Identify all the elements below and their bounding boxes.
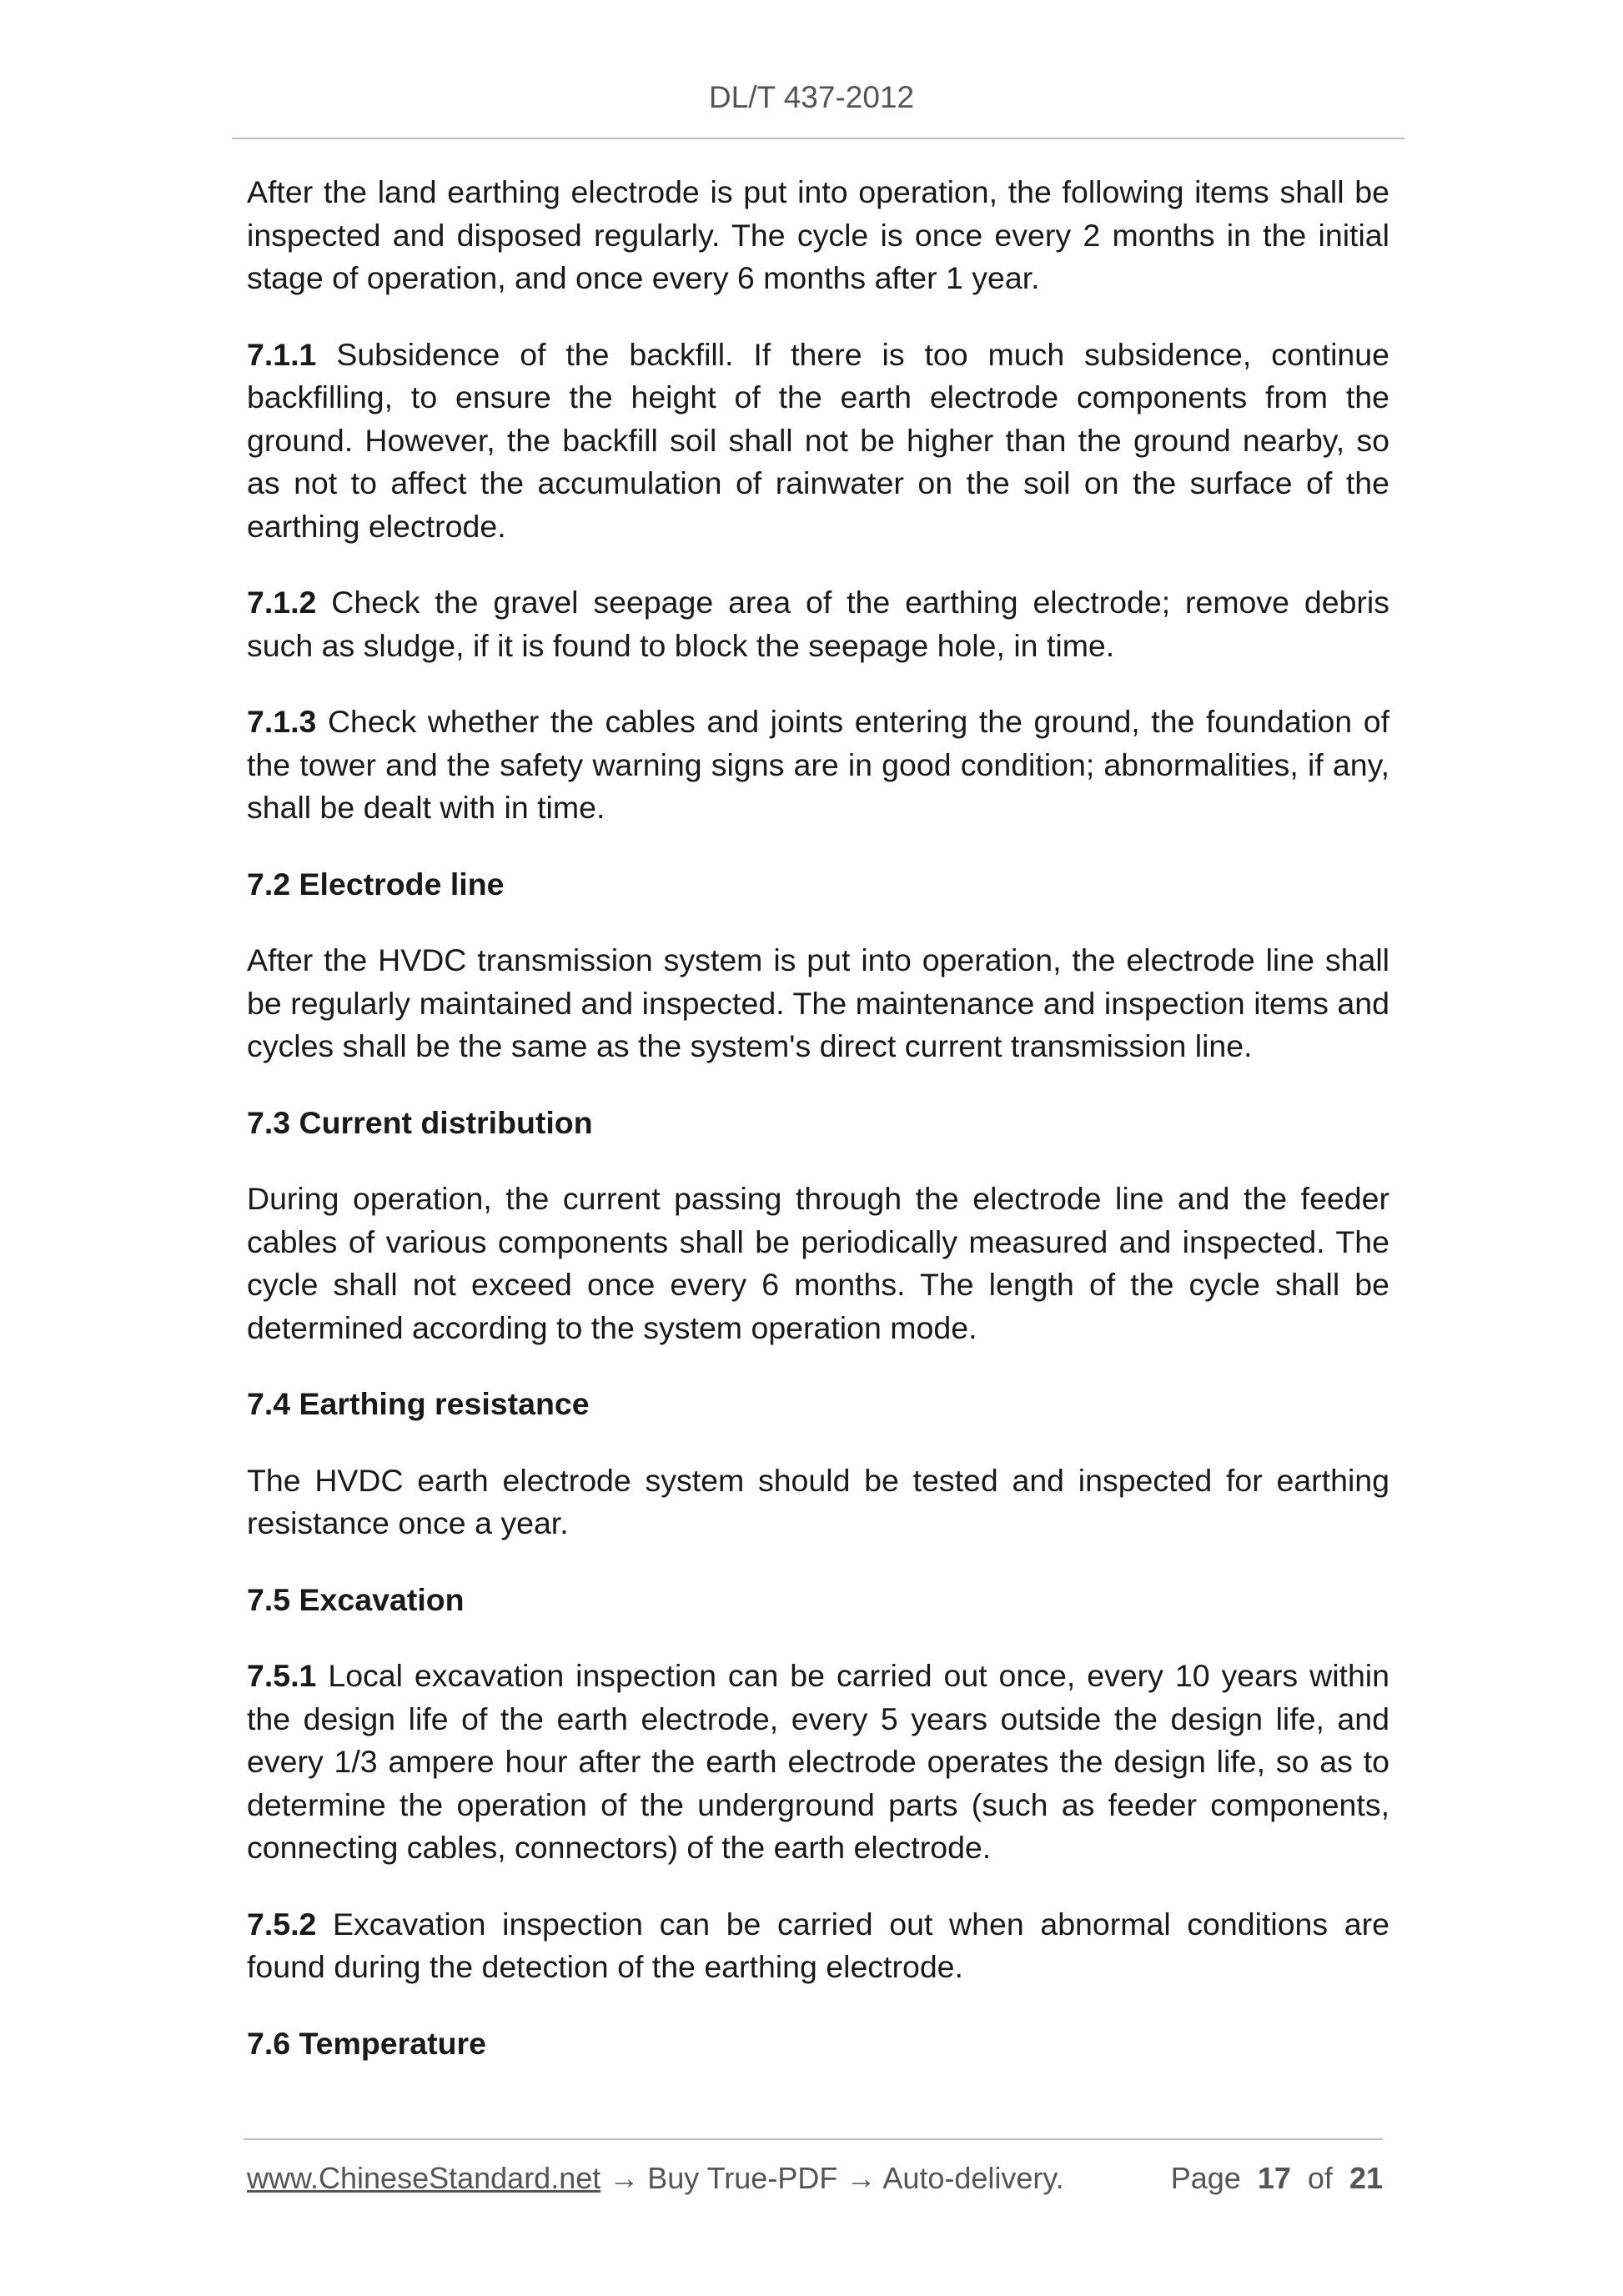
intro-paragraph: After the land earthing electrode is put into operation, the following items shall be inspected and disposed regularly. The cycle is once every 2 months in the initial stage of operation, and once every 6 months after 1 year. [247,174,1389,295]
section-7-5-heading: 7.5 Excavation [247,1581,465,1617]
clause-7-5-1 [247,1655,1389,1870]
current-page: 17 [1257,2161,1291,2195]
header-divider [232,138,1404,139]
section-7-6-heading: 7.6 Temperature [247,2025,486,2061]
page-body [247,171,1389,2098]
clause-number: 7.1.1 [247,336,317,372]
clause-7-1-2 [247,581,1389,667]
clause-number: 7.1.2 [247,585,317,620]
section-7-4-paragraph: The HVDC earth electrode system should be tested and inspected for earthing resistance once a year. [247,1462,1389,1540]
clause-text: Check the gravel seepage area of the earthing electrode; remove debris such as sludge, if it is found to block the seepage hole, in time. [247,585,1389,663]
clause-7-5-2 [247,1903,1389,1989]
document-id-header: DL/T 437-2012 [708,80,915,114]
clause-7-1-1 [247,334,1389,549]
section-7-4-heading: 7.4 Earthing resistance [247,1386,590,1421]
clause-number: 7.5.2 [247,1906,317,1942]
section-7-2-heading: 7.2 Electrode line [247,866,505,902]
total-pages: 21 [1349,2161,1383,2195]
clause-text: Subsidence of the backfill. If there is too much subsidence, continue backfilling, to ensure the height of the earth electrode components from the ground. However, the backfill soil shall not be higher than the ground nearby, so as not to affect the accumulation of rainwater on the soil on the surface of the earthing electrode. [247,336,1389,544]
clause-number: 7.5.1 [247,1658,317,1693]
section-7-2-paragraph: After the HVDC transmission system is put into operation, the electrode line shall be regularly maintained and inspected. The maintenance and inspection items and cycles shall be the same as the system's direct current transmission line. [247,942,1389,1063]
footer-tagline: → Buy True-PDF → Auto-delivery. [600,2161,1064,2195]
page-of-label: of [1307,2161,1333,2195]
footer-promo [247,2158,1064,2198]
section-7-3-paragraph: During operation, the current passing through the electrode line and the feeder cables of various components shall be periodically measured and inspected. The cycle shall not exceed once every 6 months. The length of the cycle shall be determined according to the system operation mode. [247,1181,1389,1345]
clause-7-1-3 [247,701,1389,830]
clause-text: Check whether the cables and joints entering the ground, the foundation of the tower and the safety warning signs are in good condition; abnormalities, if any, shall be dealt with in time. [247,704,1389,825]
page-number [1171,2158,1383,2198]
page-label: Page [1170,2161,1241,2195]
section-7-3-heading: 7.3 Current distribution [247,1104,593,1140]
footer-divider [244,2138,1383,2140]
clause-number: 7.1.3 [247,704,317,739]
clause-text: Local excavation inspection can be carried out once, every 10 years within the design life of the earth electrode, every 5 years outside the design life, and every 1/3 ampere hour after the earth electrode operates the design life, so as to determine the operation of the underground parts (such as feeder components, connecting cables, connectors) of the earth electrode. [247,1658,1389,1865]
clause-text: Excavation inspection can be carried out when abnormal conditions are found during the detection of the earthing electrode. [247,1906,1389,1984]
website-link[interactable]: www.ChineseStandard.net [247,2161,601,2195]
